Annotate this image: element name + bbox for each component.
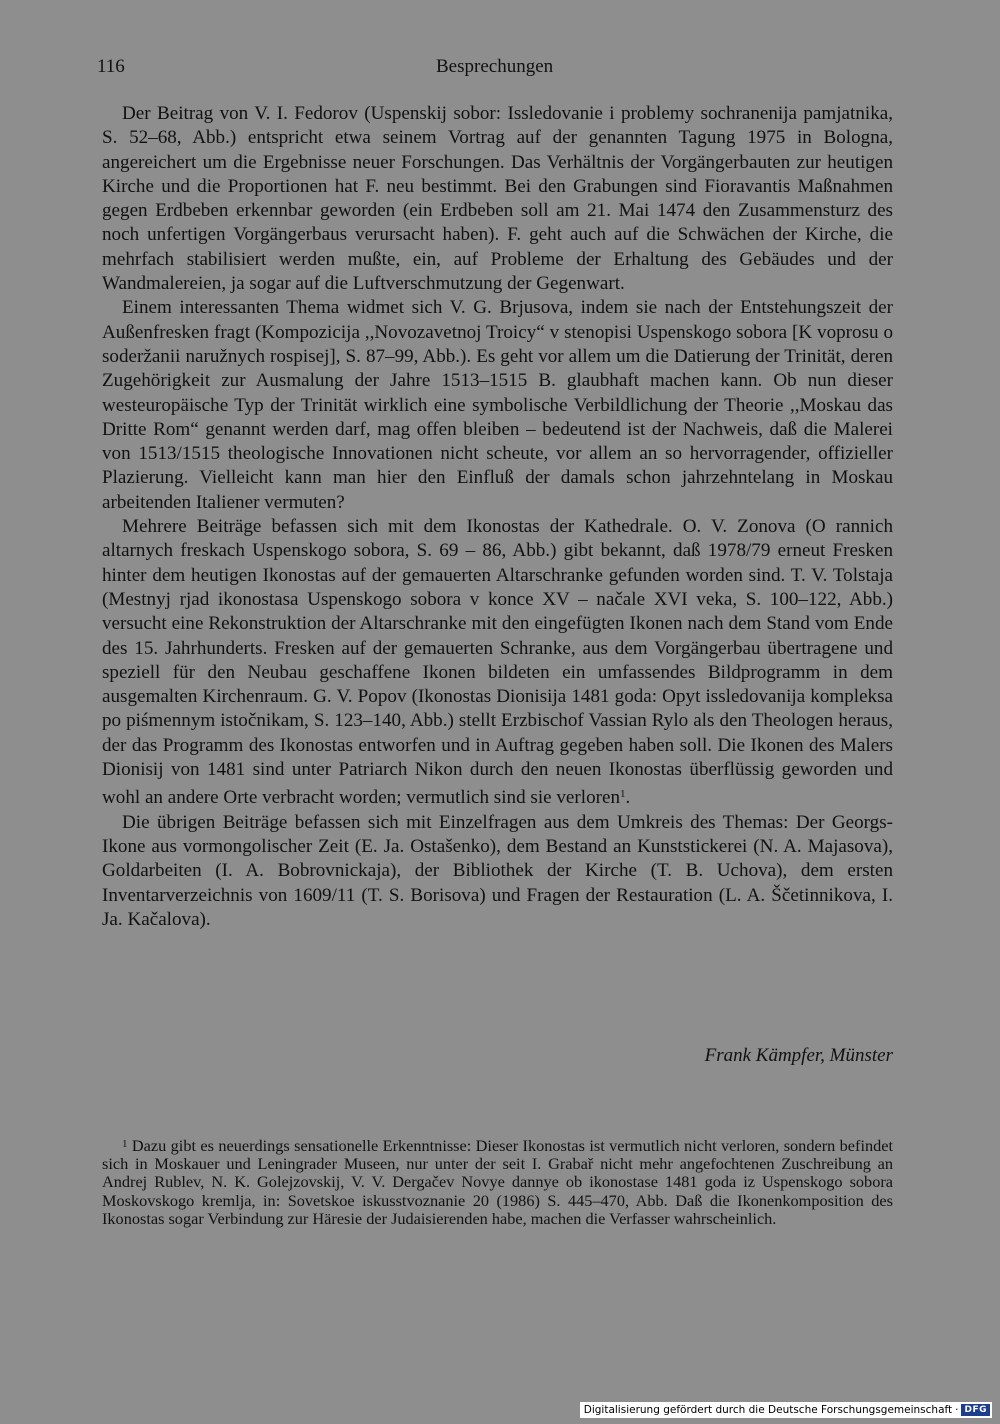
- credit-separator: ·: [955, 1404, 959, 1416]
- running-title: Besprechungen: [436, 56, 554, 77]
- digitization-credit: [580, 1402, 992, 1418]
- footnote-reference-trail: .: [625, 787, 631, 809]
- footnote-marker: 1: [122, 1138, 128, 1150]
- review-body: [102, 102, 893, 932]
- dfg-logo-icon: DFG: [961, 1404, 990, 1416]
- credit-text: Digitalisierung gefördert durch die Deutsche Forschungsgemeinschaft: [583, 1404, 953, 1416]
- paragraph-ikonostas-text: Mehrere Beiträge befassen sich mit dem Ikonostas der Kathedrale. O. V. Zonova (O rannich altarnych freskach Uspenskogo sobora, S. 69 – 86, Abb.) gibt bekannt, daß 1978/79 erneut Fresken hinter dem heutigen Ikonostas auf der gemauerten Altarschranke gefunden worden sind. T. V. Tolstaja (Mestnyj rjad ikonostasa Uspenskogo sobora v konce XV – načale XVI veka, S. 100–122, Abb.) versucht eine Rekonstruktion der Altarschranke mit den eingefügten Ikonen nach dem Stand vom Ende des 15. Jahrhunderts. Fresken auf der gemauerten Schranke, aus dem Vorgängerbau übertragene und speziell für den Neubau geschaffene Ikonen bildeten ein umfassendes Bildprogramm in dem ausgemalten Kirchenraum. G. V. Popov (Ikonostas Dionisija 1481 goda: Opyt issledovanija kompleksa po piśmennym istočnikam, S. 123–140, Abb.) stellt Erzbischof Vassian Rylo als den Theologen heraus, der das Programm des Ikonostas entworfen und in Auftrag gegeben haben soll. Die Ikonen des Malers Dionisij von 1481 sind unter Patriarch Nikon durch den neuen Ikonostas überflüssig geworden und wohl an andere Orte verbracht worden; vermutlich sind sie verloren: [102, 516, 893, 809]
- paragraph-brjusova: Einem interessanten Thema widmet sich V. G. Brjusova, indem sie nach der Entstehungszeit der Außenfresken fragt (Kompozicija ,,Novozavetnoj Troicy“ v stenopisi Uspenskogo sobora [K voprosu o soderžanii naružnych rospisej], S. 87–99, Abb.). Es geht vor allem um die Datierung der Trinität, deren Zugehörigkeit zur Ausmalung der Jahre 1513–1515 B. glaubhaft machen kann. Ob nun dieser westeuropäische Typ der Trinität wirklich eine symbolische Verbildlichung der Theorie ,,Moskau das Dritte Rom“ genannt werden darf, mag offen bleiben – bedeutend ist der Nachweis, daß die Malerei von 1513/1515 theologische Innovationen nicht scheute, vor allem an so hervorragender, offizieller Plazierung. Vielleicht kann man hier den Einfluß der damals schon jahrzehntelang in Moskau arbeitenden Italiener vermuten?: [102, 297, 893, 513]
- footnote-reference: 1: [620, 788, 626, 801]
- paragraph-remaining: Die übrigen Beiträge befassen sich mit Einzelfragen aus dem Umkreis des Themas: Der Georgs-Ikone aus vormongolischer Zeit (E. Ja. Ostašenko), dem Bestand an Kunststickerei (N. A. Majasova), Goldarbeiten (I. A. Bobrovnickaja), der Bibliothek der Kirche (T. B. Uchova), dem ersten Inventarverzeichnis von 1609/11 (T. S. Borisova) und Fragen der Restauration (L. A. Ščetinnikova, I. Ja. Kačalova).: [102, 811, 893, 930]
- footnote: [102, 1135, 893, 1228]
- footnote-text: Dazu gibt es neuerdings sensationelle Erkenntnisse: Dieser Ikonostas ist vermutlich nicht verloren, sondern befindet sich in Moskauer und Leningrader Museen, nur unter der seit I. Grabař nicht mehr angefochtenen Zuschreibung an Andrej Rublev, N. K. Golejzovskij, V. V. Dergačev Novye dannye ob ikonostase 1481 goda iz Uspenskogo sobora Moskovskogo kremlja, in: Sovetskoe iskusstvoznanie 20 (1986) S. 445–470, Abb. Daß die Ikonenkomposition des Ikonostas sogar Verbindung zur Häresie der Judaisierenden habe, machen die Verfasser wahrscheinlich.: [102, 1136, 893, 1228]
- author-signature: Frank Kämpfer, Münster: [704, 1045, 893, 1066]
- page-number: 116: [97, 56, 125, 77]
- paragraph-ikonostas: [102, 515, 893, 811]
- paragraph-fedorov: Der Beitrag von V. I. Fedorov (Uspenskij sobor: Issledovanie i problemy sochranenija pamjatnika, S. 52–68, Abb.) entspricht etwa seinem Vortrag auf der genannten Tagung 1975 in Bologna, angereichert um die Ergebnisse neuer Forschungen. Das Verhältnis der Vorgängerbauten zur heutigen Kirche und die Proportionen hat F. neu bestimmt. Bei den Grabungen sind Fioravantis Maßnahmen gegen Erdbeben erkennbar geworden (ein Erdbeben soll am 21. Mai 1474 den Zusammensturz des noch unfertigen Vorgängerbaus verursacht haben). F. geht auch auf die Schwächen der Kirche, die mehrfach stabilisiert werden mußte, ein, auf Probleme der Erhaltung des Gebäudes und der Wandmalereien, ja sogar auf die Luftverschmutzung der Gegenwart.: [102, 103, 893, 295]
